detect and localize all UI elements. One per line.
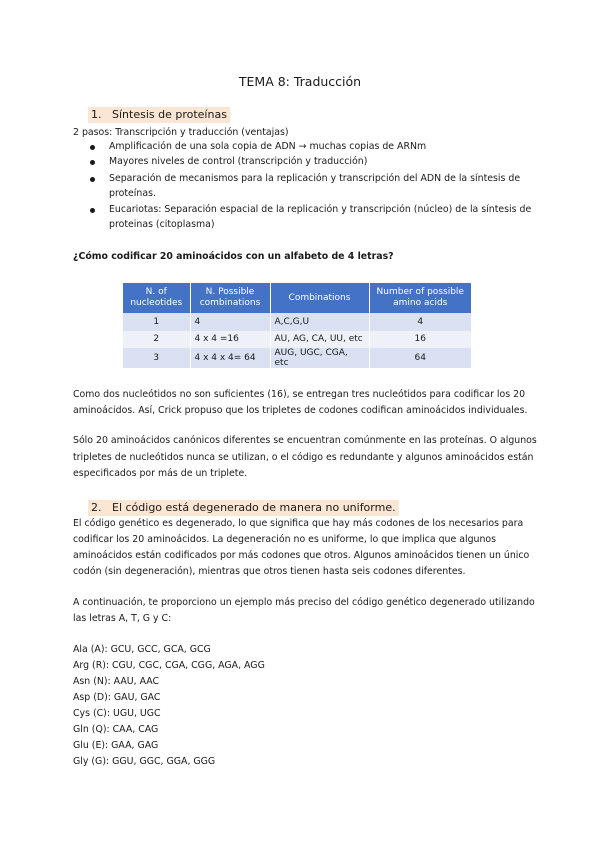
paragraph-line: Como dos nucleótidos no son suficientes (16), se entregan tres nucleótidos para codificar los 20 [73, 389, 526, 400]
paragraph-line: codón (sin degeneración), mientras que otros tienen hasta seis codones diferentes. [73, 566, 466, 577]
table-header-row [123, 283, 471, 313]
table-cell: 4 [369, 313, 471, 331]
table-cell: 1 [123, 313, 190, 331]
table-header: Combinations [270, 283, 369, 313]
codon-list-item: Glu (E): GAA, GAG [73, 740, 159, 751]
paragraph-line: Sólo 20 aminoácidos canónicos diferentes se encuentran comúnmente en las proteínas. O algunos [73, 435, 537, 446]
bullet-item: Separación de mecanismos para la replicación y transcripción del ADN de la síntesis de [109, 173, 521, 184]
table-cell: A,C,G,U [270, 313, 369, 331]
bullet-item-continuation: proteínas. [109, 188, 156, 199]
paragraph-line: aminoácidos. Así, Crick propuso que los tripletes de codones codifican aminoácidos individuales. [73, 405, 528, 416]
table-cell: 4 x 4 =16 [190, 331, 270, 349]
codon-list-item: Asn (N): AAU, AAC [73, 676, 160, 687]
table-cell: AU, AG, CA, UU, etc [270, 331, 369, 349]
page-title: TEMA 8: Traducción [238, 74, 362, 89]
table-cell: 16 [369, 331, 471, 349]
section-1-heading [88, 107, 230, 123]
table-cell: 3 [123, 348, 190, 368]
codon-list-item: Gln (Q): CAA, CAG [73, 724, 159, 735]
bullet-icon [90, 160, 95, 165]
bullet-item: Mayores niveles de control (transcripción y traducción) [109, 156, 368, 167]
section-2-number: 2. [91, 501, 102, 514]
bullet-icon [90, 177, 95, 182]
paragraph-line: especificados por más de un triplete. [73, 468, 248, 479]
section-2-title: El código está degenerado de manera no uniforme. [112, 501, 396, 514]
codon-list-item: Cys (C): UGU, UGC [73, 708, 161, 719]
paragraph-line: las letras A, T, G y C: [73, 613, 172, 624]
section-1-number: 1. [91, 108, 102, 121]
table-header: Number of possible amino acids [369, 283, 471, 313]
table-cell: 64 [369, 348, 471, 368]
bullet-icon [90, 145, 95, 150]
table-header: N. Possible combinations [190, 283, 270, 313]
paragraph-line: A continuación, te proporciono un ejemplo más preciso del código genético degenerado utilizando [73, 597, 535, 608]
paragraph-line: El código genético es degenerado, lo que significa que hay más codones de los necesarios para [73, 518, 524, 529]
codon-combinations-table [123, 283, 471, 368]
bullet-item: Eucariotas: Separación espacial de la replicación y transcripción (núcleo) de la síntesis de [109, 204, 532, 215]
table-cell: AUG, UGC, CGA, etc [270, 348, 369, 368]
table-row [123, 313, 471, 331]
section-2-heading [88, 500, 399, 516]
paragraph-line: codificar los 20 aminoácidos. La degeneración no es uniforme, lo que implica que algunos [73, 534, 497, 545]
codon-list-item: Gly (G): GGU, GGC, GGA, GGG [73, 756, 216, 767]
codon-list-item: Asp (D): GAU, GAC [73, 692, 161, 703]
codon-list-item: Ala (A): GCU, GCC, GCA, GCG [73, 644, 211, 655]
table-header: N. of nucleotides [123, 283, 190, 313]
paragraph-line: tripletes de nucleótidos nunca se utilizan, o el código es redundante y algunos aminoácidos están [73, 452, 534, 463]
bullet-item: Amplificación de una sola copia de ADN → muchas copias de ARNm [109, 141, 427, 152]
codon-list-item: Arg (R): CGU, CGC, CGA, CGG, AGA, AGG [73, 660, 265, 671]
bullet-icon [90, 208, 95, 213]
paragraph-line: aminoácidos están codificados por más codones que otros. Algunos aminoácidos tienen un único [73, 550, 530, 561]
table-cell: 2 [123, 331, 190, 349]
question-heading: ¿Cómo codificar 20 aminoácidos con un alfabeto de 4 letras? [73, 251, 394, 262]
section-1-title: Síntesis de proteínas [112, 108, 227, 121]
bullet-item-continuation: proteinas (citoplasma) [109, 219, 215, 230]
table-row [123, 348, 471, 368]
section-1-intro: 2 pasos: Transcripción y traducción (ventajas) [73, 127, 289, 138]
table-cell: 4 x 4 x 4= 64 [190, 348, 270, 368]
table-row [123, 331, 471, 349]
table-cell: 4 [190, 313, 270, 331]
